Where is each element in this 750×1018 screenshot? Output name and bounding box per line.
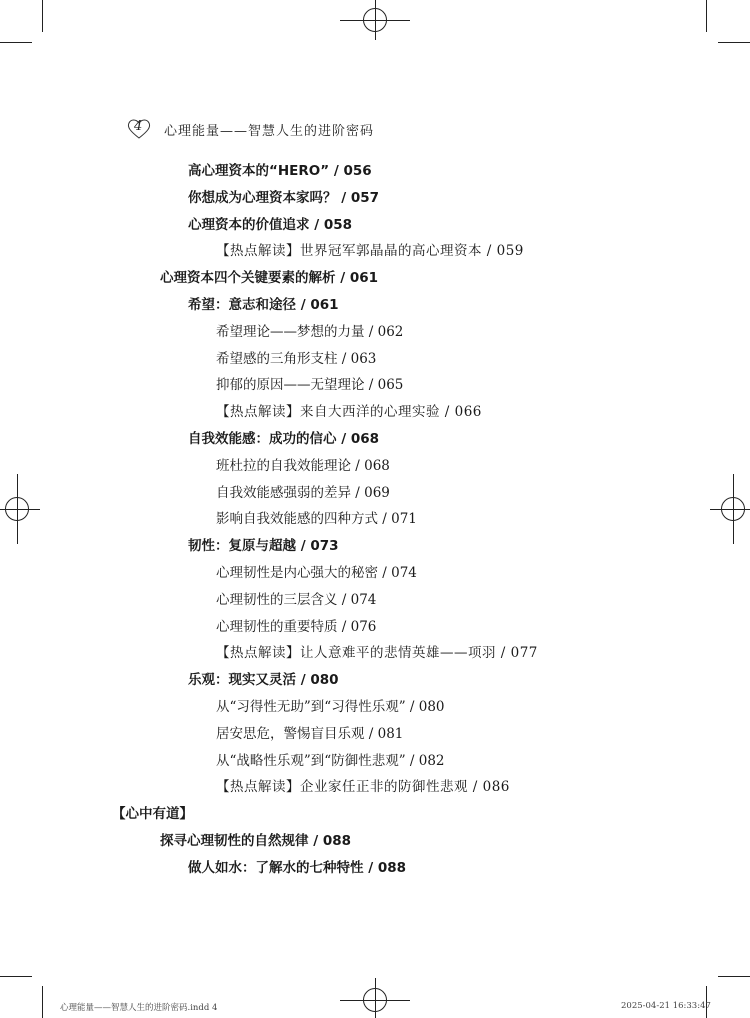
toc-entry: 【热点解读】让人意难平的悲情英雄——项羽 / 077 (216, 645, 538, 662)
toc-entry: 做人如水：了解水的七种特性 / 088 (188, 859, 407, 876)
toc-entry: 自我效能感强弱的差异 / 069 (216, 484, 390, 501)
toc-entry: 居安思危，警惕盲目乐观 / 081 (216, 725, 404, 742)
toc-entry: 心理资本四个关键要素的解析 / 061 (160, 270, 379, 287)
toc-entry: 高心理资本的“HERO” / 056 (188, 163, 372, 179)
toc-entry: 你想成为心理资本家吗？ / 057 (188, 189, 380, 206)
toc-entry: 希望理论——梦想的力量 / 062 (216, 323, 404, 340)
toc-entry: 【热点解读】世界冠军郭晶晶的高心理资本 / 059 (216, 243, 524, 260)
footer-timestamp: 2025-04-21 16:33:47 (621, 1001, 711, 1011)
toc-entry: 心理韧性的三层含义 / 074 (216, 591, 377, 608)
page-number: 4 (134, 119, 143, 134)
toc-entry: 探寻心理韧性的自然规律 / 088 (160, 833, 352, 849)
toc-entry: 【热点解读】企业家任正非的防御性悲观 / 086 (216, 779, 510, 796)
toc-entry: 希望感的三角形支柱 / 063 (216, 350, 377, 367)
toc-entry: 自我效能感：成功的信心 / 068 (188, 431, 380, 447)
toc-entry: 【心中有道】 (112, 806, 193, 823)
running-title: 心理能量——智慧人生的进阶密码 (164, 124, 375, 139)
toc-entry: 希望：意志和途径 / 061 (188, 297, 339, 313)
toc-entry: 班杜拉的自我效能理论 / 068 (216, 457, 390, 474)
footer-file-info: 心理能量——智慧人生的进阶密码.indd 4 (60, 1003, 218, 1013)
toc-entry: 【热点解读】来自大西洋的心理实验 / 066 (216, 404, 482, 421)
toc-entry: 心理韧性是内心强大的秘密 / 074 (216, 565, 417, 581)
toc-entry: 乐观：现实又灵活 / 080 (188, 672, 339, 689)
toc-entry: 抑郁的原因——无望理论 / 065 (216, 377, 404, 394)
toc-entry: 心理韧性的重要特质 / 076 (216, 618, 377, 635)
toc-entry: 从“战略性乐观”到“防御性悲观” / 082 (216, 752, 445, 769)
toc-entry: 从“习得性无助”到“习得性乐观” / 080 (216, 699, 445, 715)
toc-entry: 影响自我效能感的四种方式 / 071 (216, 511, 417, 528)
toc-entry: 心理资本的价值追求 / 058 (188, 216, 353, 233)
toc-entry: 韧性：复原与超越 / 073 (188, 538, 339, 555)
